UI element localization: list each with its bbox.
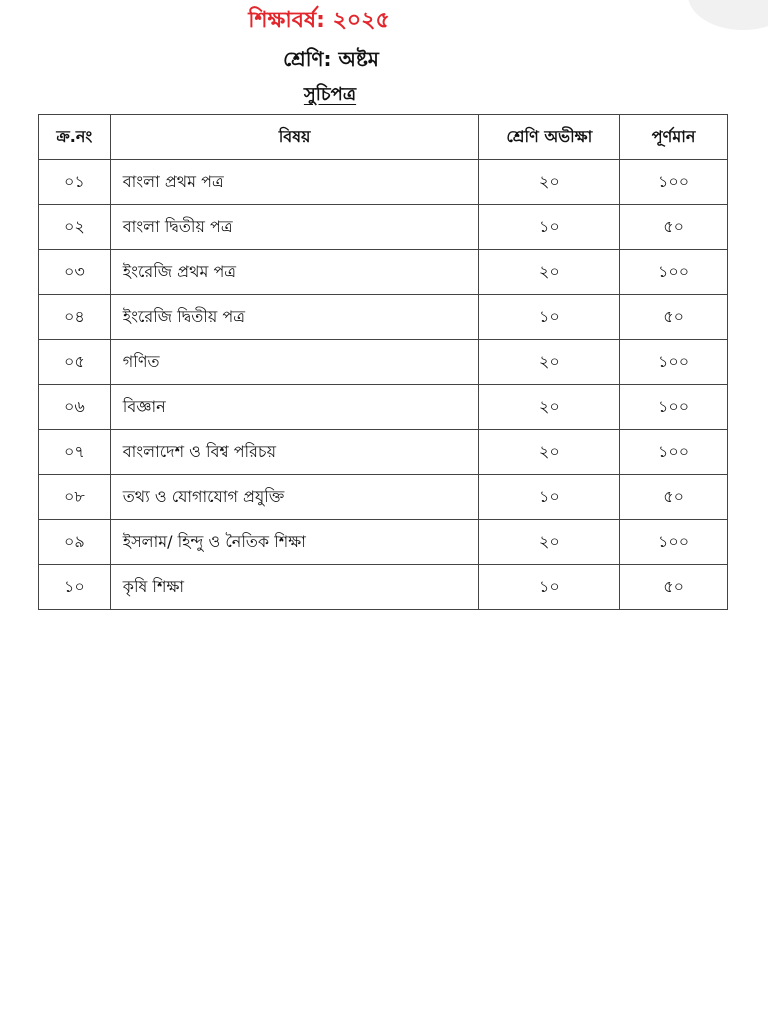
cell-subject: তথ্য ও যোগাযোগ প্রযুক্তি: [110, 475, 479, 520]
cell-full-marks: ৫০: [620, 205, 728, 250]
table-header-row: [39, 115, 728, 160]
cell-class-test: ১০: [479, 205, 620, 250]
header-class-test: শ্রেণি অভীক্ষা: [479, 115, 620, 160]
cell-full-marks: ৫০: [620, 475, 728, 520]
syllabus-table: [38, 114, 728, 610]
cell-full-marks: ৫০: [620, 565, 728, 610]
cell-serial: ০৪: [39, 295, 111, 340]
cell-serial: ০৬: [39, 385, 111, 430]
cell-subject: গণিত: [110, 340, 479, 385]
cell-full-marks: ১০০: [620, 520, 728, 565]
index-title-text: সুচিপত্র: [303, 84, 357, 105]
table-row: [39, 475, 728, 520]
cell-full-marks: ১০০: [620, 385, 728, 430]
cell-subject: বিজ্ঞান: [110, 385, 479, 430]
cell-subject: ইংরেজি প্রথম পত্র: [110, 250, 479, 295]
cell-subject: বাংলা দ্বিতীয় পত্র: [110, 205, 479, 250]
cell-serial: ১০: [39, 565, 111, 610]
header-serial: ক্র.নং: [39, 115, 111, 160]
cell-subject: ইসলাম/ হিন্দু ও নৈতিক শিক্ষা: [110, 520, 479, 565]
header-subject: বিষয়: [110, 115, 479, 160]
cell-full-marks: ১০০: [620, 250, 728, 295]
cell-class-test: ২০: [479, 430, 620, 475]
cell-class-test: ২০: [479, 340, 620, 385]
cell-subject: বাংলা প্রথম পত্র: [110, 160, 479, 205]
class-heading: শ্রেণি: অষ্টম: [283, 47, 379, 71]
cell-serial: ০৫: [39, 340, 111, 385]
table-row: [39, 295, 728, 340]
cell-subject: কৃষি শিক্ষা: [110, 565, 479, 610]
session-heading: শিক্ষাবর্ষ: ২০২৫: [248, 8, 390, 33]
cell-full-marks: ৫০: [620, 295, 728, 340]
cell-serial: ০২: [39, 205, 111, 250]
table-row: [39, 205, 728, 250]
cell-subject: ইংরেজি দ্বিতীয় পত্র: [110, 295, 479, 340]
header-full-marks: পূর্ণমান: [620, 115, 728, 160]
cell-full-marks: ১০০: [620, 160, 728, 205]
table-row: [39, 430, 728, 475]
cell-class-test: ১০: [479, 475, 620, 520]
table-row: [39, 340, 728, 385]
cell-serial: ০৮: [39, 475, 111, 520]
cell-serial: ০৯: [39, 520, 111, 565]
cell-full-marks: ১০০: [620, 430, 728, 475]
cell-class-test: ১০: [479, 295, 620, 340]
cell-subject: বাংলাদেশ ও বিশ্ব পরিচয়: [110, 430, 479, 475]
table-row: [39, 520, 728, 565]
cell-class-test: ২০: [479, 385, 620, 430]
table-row: [39, 385, 728, 430]
cell-class-test: ২০: [479, 520, 620, 565]
table-row: [39, 565, 728, 610]
table-row: [39, 160, 728, 205]
cell-full-marks: ১০০: [620, 340, 728, 385]
cell-serial: ০৭: [39, 430, 111, 475]
cell-serial: ০৩: [39, 250, 111, 295]
index-title: [0, 82, 768, 108]
cell-class-test: ২০: [479, 160, 620, 205]
cell-class-test: ১০: [479, 565, 620, 610]
cell-serial: ০১: [39, 160, 111, 205]
cell-class-test: ২০: [479, 250, 620, 295]
table-row: [39, 250, 728, 295]
